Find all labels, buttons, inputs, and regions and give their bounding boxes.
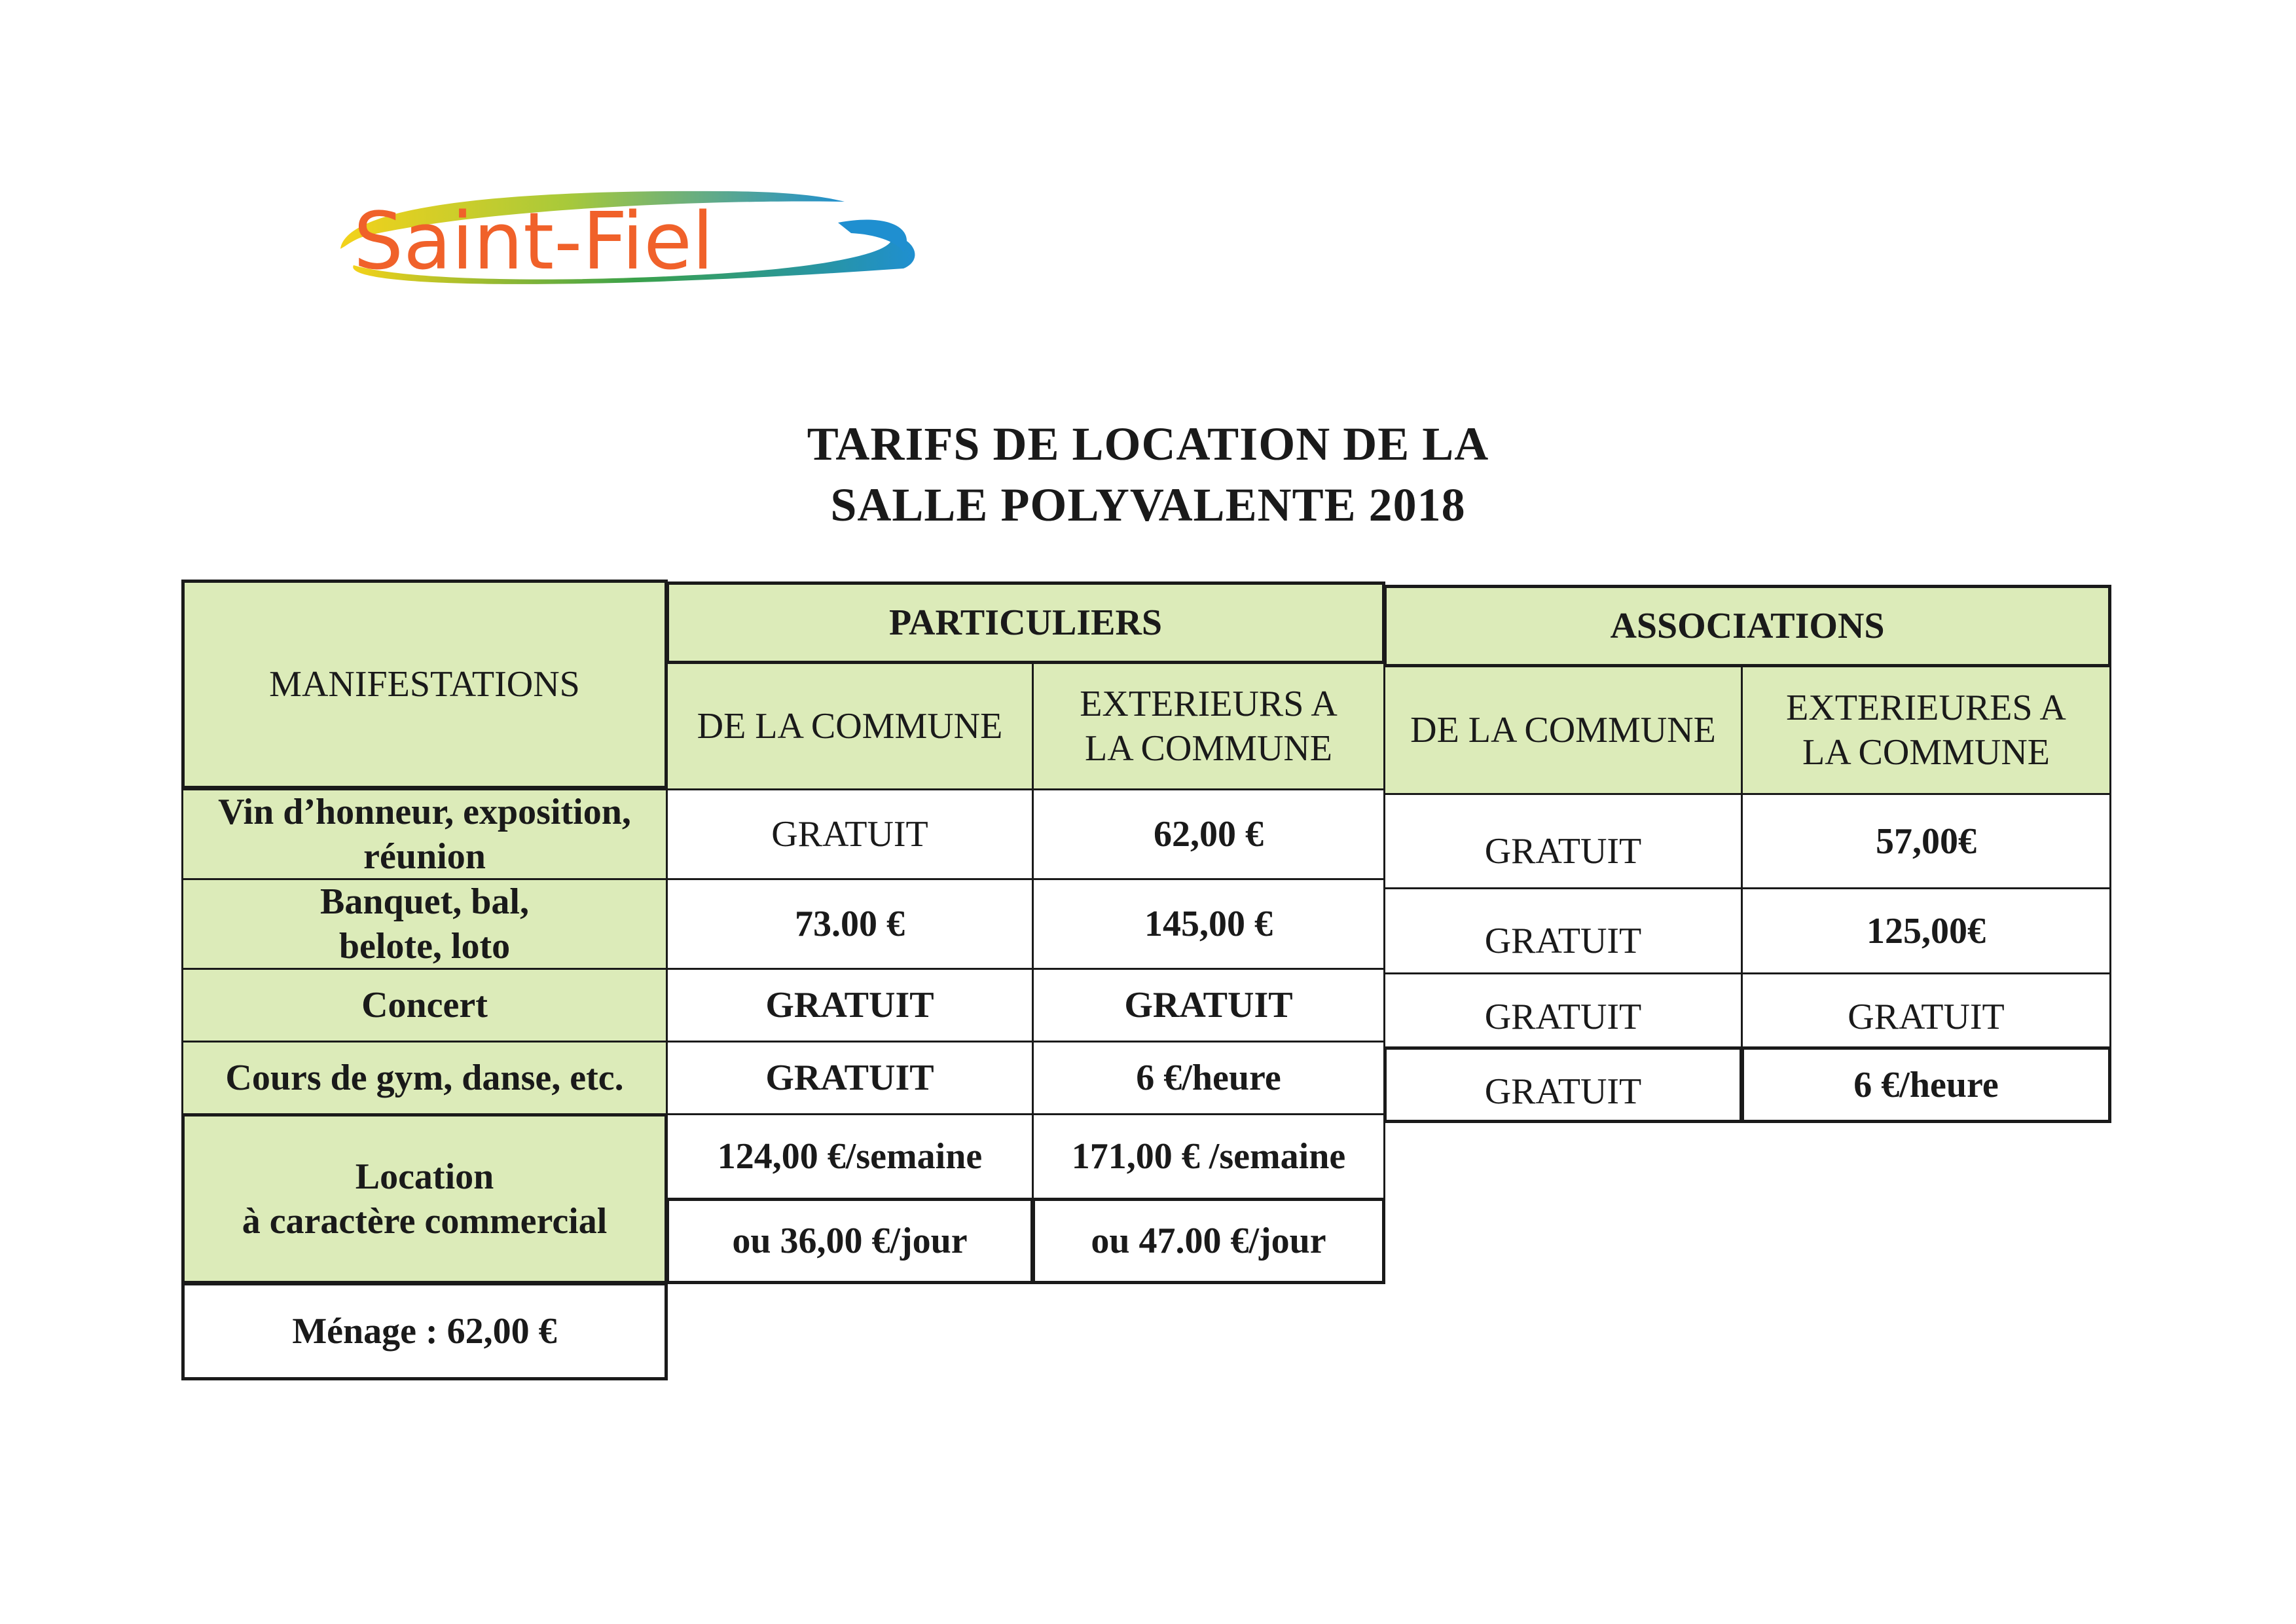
header-associations-label: ASSOCIATIONS — [1610, 606, 1885, 646]
price-value: ou 47.00 €/jour — [1091, 1221, 1326, 1261]
price-value: 6 €/heure — [1853, 1064, 1999, 1105]
menage-price: Ménage : 62,00 € — [292, 1311, 557, 1352]
row-label-cours-gym — [181, 1041, 668, 1115]
logo-text: Saint-Fiel — [354, 196, 714, 287]
subheader-part-commune-label: DE LA COMMUNE — [697, 706, 1003, 747]
cell-commercial-commune-week — [666, 1113, 1034, 1200]
row-label-line1: Vin d’honneur, exposition, — [218, 792, 631, 832]
cell-assoc-commune — [1383, 793, 1743, 889]
price-value: ou 36,00 €/jour — [732, 1221, 968, 1261]
cell-part-commune — [666, 968, 1034, 1043]
cell-assoc-commune — [1383, 1046, 1743, 1123]
header-manifestations-label: MANIFESTATIONS — [269, 664, 580, 705]
subheader-assoc-commune — [1383, 665, 1743, 795]
row-label-line1: Concert — [361, 985, 488, 1025]
row-label-vin-honneur — [181, 788, 668, 880]
cell-assoc-ext — [1741, 972, 2111, 1048]
price-value: 6 €/heure — [1136, 1058, 1281, 1098]
price-value: 124,00 €/semaine — [717, 1136, 983, 1177]
subheader-part-commune — [666, 662, 1034, 790]
row-label-line1: Banquet, bal, — [320, 881, 529, 922]
cell-part-commune — [666, 788, 1034, 880]
price-value: GRATUIT — [1484, 997, 1642, 1037]
price-value: 171,00 € /semaine — [1071, 1136, 1346, 1177]
logo-swoosh-graphic — [327, 177, 930, 308]
subheader-assoc-commune-label: DE LA COMMUNE — [1410, 710, 1716, 750]
header-manifestations — [181, 580, 668, 789]
row-label-line2: à caractère commercial — [242, 1200, 608, 1242]
subheader-part-exterieurs — [1032, 662, 1385, 790]
header-particuliers — [666, 581, 1385, 664]
cell-commercial-commune-day — [666, 1198, 1034, 1284]
cell-assoc-ext — [1741, 887, 2111, 974]
row-label-location-commerciale — [181, 1113, 668, 1284]
header-associations — [1383, 585, 2111, 667]
cell-assoc-ext — [1741, 1046, 2111, 1123]
cell-commercial-ext-day — [1032, 1198, 1385, 1284]
price-value: GRATUIT — [771, 814, 928, 855]
page-title-line-1: TARIFS DE LOCATION DE LA — [807, 418, 1489, 470]
row-label-line2: belote, loto — [338, 926, 511, 967]
row-label-line1: Cours de gym, danse, etc. — [225, 1058, 624, 1098]
cell-assoc-ext — [1741, 793, 2111, 889]
subheader-part-ext-line1: EXTERIEURS A — [1080, 684, 1338, 724]
subheader-assoc-ext-line2: LA COMMUNE — [1802, 732, 2050, 773]
cell-part-ext — [1032, 788, 1385, 880]
header-particuliers-label: PARTICULIERS — [888, 602, 1163, 643]
price-value: GRATUIT — [1484, 920, 1642, 961]
cell-part-ext — [1032, 968, 1385, 1043]
cell-assoc-commune — [1383, 887, 1743, 974]
cell-commercial-ext-week — [1032, 1113, 1385, 1200]
cell-part-commune — [666, 1041, 1034, 1115]
subheader-assoc-exterieures — [1741, 665, 2111, 795]
row-label-line1: Location — [355, 1156, 494, 1197]
saint-fiel-logo — [327, 177, 930, 308]
row-label-banquet — [181, 878, 668, 970]
subheader-assoc-ext-line1: EXTERIEURES A — [1786, 688, 2066, 728]
page-title-line-2: SALLE POLYVALENTE 2018 — [830, 479, 1466, 531]
row-label-line2: réunion — [363, 836, 486, 877]
menage-cell — [181, 1282, 668, 1380]
price-value: GRATUIT — [1484, 830, 1642, 872]
cell-assoc-commune — [1383, 972, 1743, 1048]
price-value: 57,00€ — [1876, 821, 1977, 862]
price-value: 145,00 € — [1144, 904, 1273, 944]
price-value: 125,00€ — [1867, 910, 1986, 951]
price-value: GRATUIT — [765, 985, 934, 1025]
price-value: 62,00 € — [1154, 814, 1264, 855]
subheader-part-ext-line2: LA COMMUNE — [1084, 728, 1333, 769]
price-value: GRATUIT — [765, 1058, 934, 1098]
cell-part-ext — [1032, 1041, 1385, 1115]
cell-part-commune — [666, 878, 1034, 970]
cell-part-ext — [1032, 878, 1385, 970]
price-value: GRATUIT — [1484, 1071, 1642, 1112]
price-value: GRATUIT — [1124, 985, 1293, 1025]
row-label-concert — [181, 968, 668, 1043]
price-value: GRATUIT — [1848, 997, 2005, 1037]
price-value: 73.00 € — [795, 904, 905, 944]
